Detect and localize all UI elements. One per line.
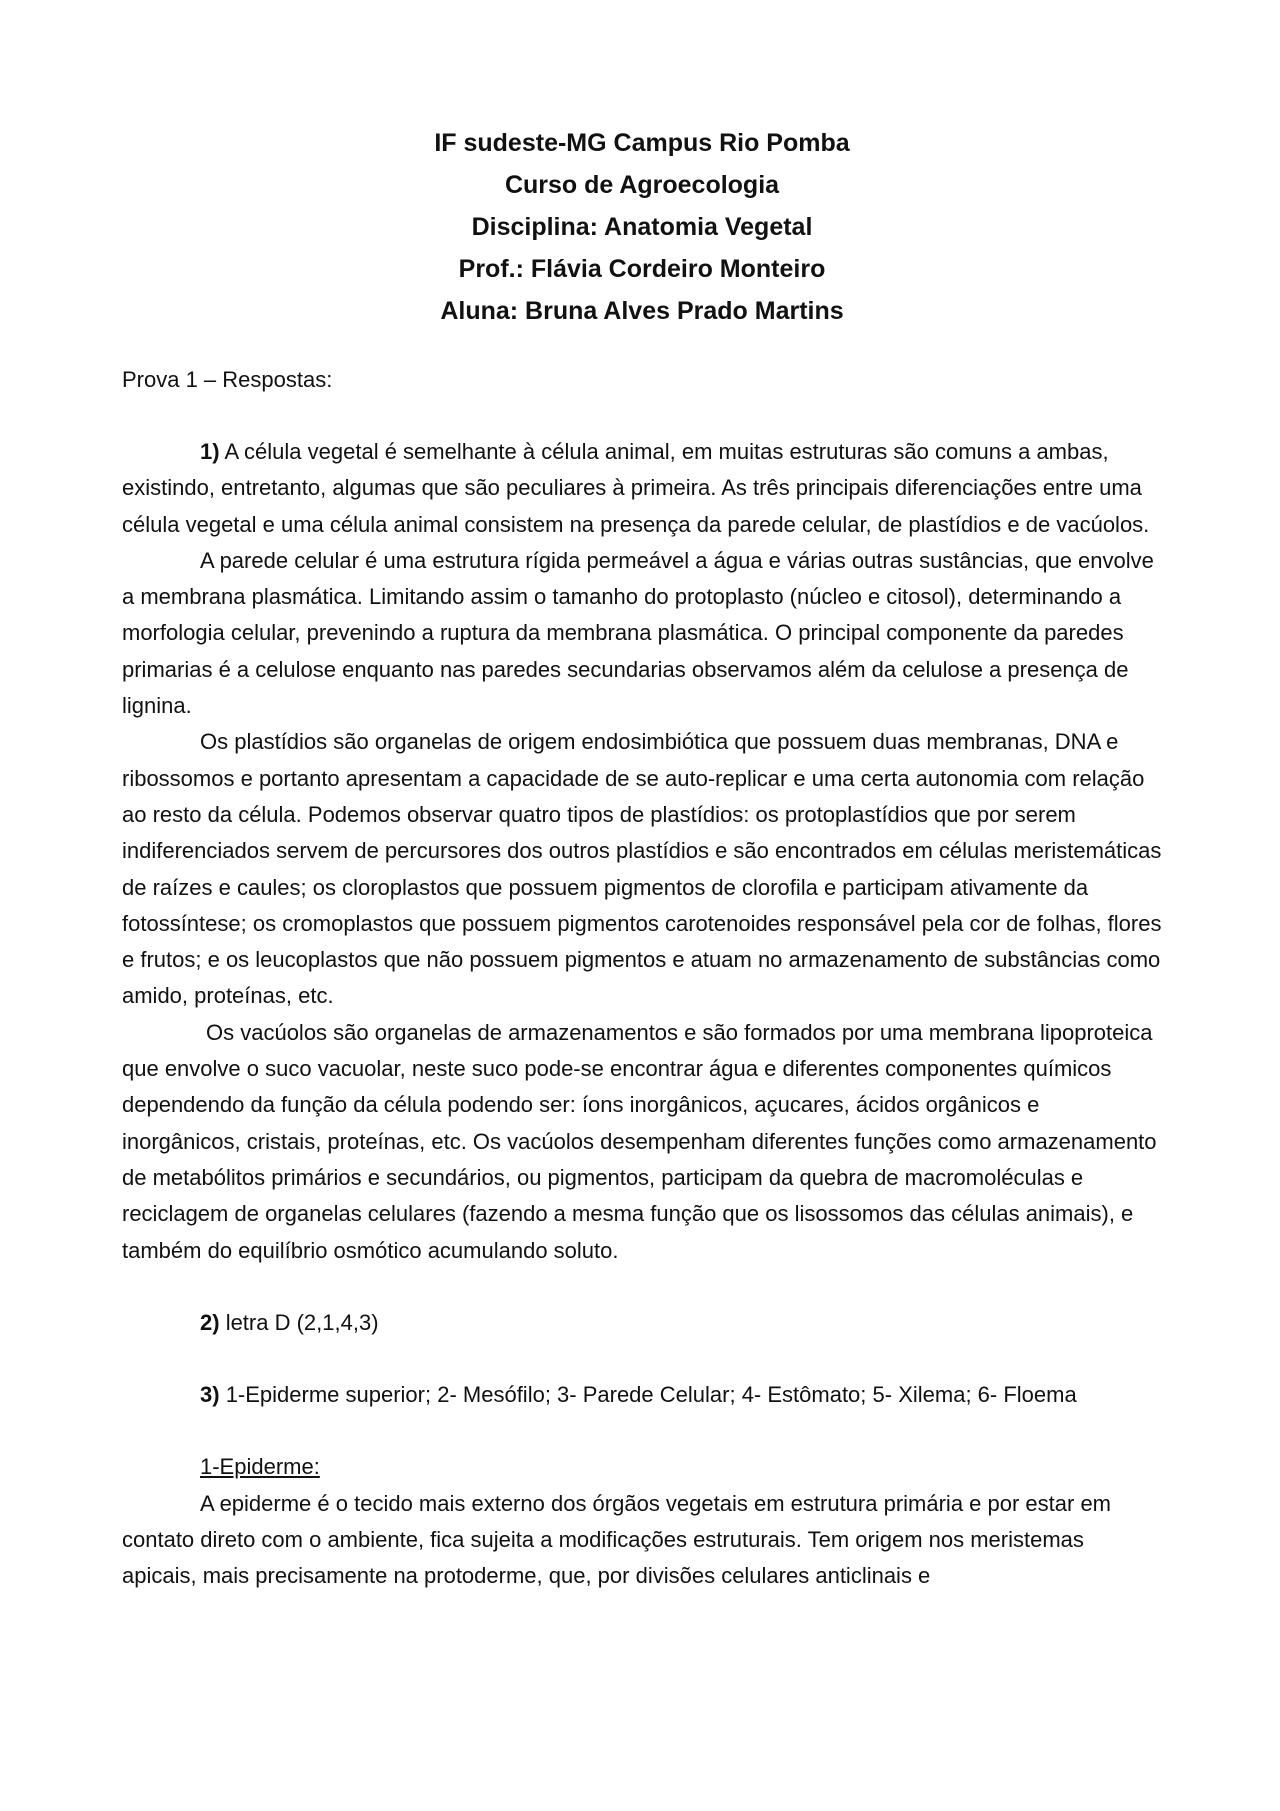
epiderme-heading: 1-Epiderme:	[200, 1454, 320, 1480]
exam-subtitle: Prova 1 – Respostas:	[122, 367, 333, 392]
q2-paragraph	[122, 1305, 1162, 1341]
q1-paragraph-2: A parede celular é uma estrutura rígida permeável a água e várias outras sustâncias, que envolve a membrana plasmática. Limitando assim o tamanho do protoplasto (núcleo e citosol), determinando a morfologia celular, prevenindo a ruptura da membrana plasmática. O principal componente da paredes primarias é a celulose enquanto nas paredes secundarias observamos além da celulose a presença de lignina.	[122, 547, 1154, 719]
student-line: Aluna: Bruna Alves Prado Martins	[440, 297, 844, 325]
q2-answer: letra D (2,1,4,3)	[225, 1309, 379, 1335]
discipline-line: Disciplina: Anatomia Vegetal	[471, 213, 813, 241]
q3-paragraph	[122, 1377, 1162, 1413]
q2-number: 2)	[200, 1309, 220, 1335]
q1-text-1: A célula vegetal é semelhante à célula animal, em muitas estruturas são comuns a ambas, existindo, entretanto, algumas que são peculiares à primeira. As três principais diferenciações entre uma célula vegetal e uma célula animal consistem na presença da parede celular, de plastídios e de vacúolos.	[122, 439, 1150, 537]
spacer	[122, 1413, 1162, 1449]
document-page	[122, 122, 1162, 1595]
epiderme-paragraph: A epiderme é o tecido mais externo dos órgãos vegetais em estrutura primária e por estar em contato direto com o ambiente, fica sujeita a modificações estruturais. Tem origem nos meristemas apicais, mais precisamente na protoderme, que, por divisões celulares anticlinais e	[122, 1490, 1112, 1589]
professor-line: Prof.: Flávia Cordeiro Monteiro	[458, 255, 826, 283]
q1-paragraph-4: Os vacúolos são organelas de armazenamentos e são formados por uma membrana lipoproteica que envolve o suco vacuolar, neste suco pode-se encontrar água e diferentes componentes químicos dependendo da função da célula podendo ser: íons inorgânicos, açucares, ácidos orgânicos e inorgânicos, cristais, proteínas, etc. Os vacúolos desempenham diferentes funções como armazenamento de metabólitos primários e secundários, ou pigmentos, participam da quebra de macromoléculas e reciclagem de organelas celulares (fazendo a mesma função que os lisossomos das células animais), e também do equilíbrio osmótico acumulando soluto.	[122, 1019, 1157, 1263]
q1-paragraph-3: Os plastídios são organelas de origem endosimbiótica que possuem duas membranas, DNA e ribossomos e portanto apresentam a capacidade de se auto-replicar e uma certa autonomia com relação ao resto da célula. Podemos observar quatro tipos de plastídios: os protoplastídios que por serem indiferenciados servem de percursores dos outros plastídios e são encontrados em células meristemáticas de raízes e caules; os cloroplastos que possuem pigmentos de clorofila e participam ativamente da fotossíntese; os cromoplastos que possuem pigmentos carotenoides responsável pela cor de folhas, flores e frutos; e os leucoplastos que não possuem pigmentos e atuam no armazenamento de substâncias como amido, proteínas, etc.	[122, 729, 1162, 1009]
q3-number: 3)	[200, 1382, 220, 1408]
q1-paragraph-1	[122, 434, 1162, 543]
q1-number: 1)	[200, 439, 220, 464]
spacer	[122, 1341, 1162, 1377]
institution-line: IF sudeste-MG Campus Rio Pomba	[434, 129, 850, 157]
spacer	[122, 1269, 1162, 1305]
q3-answer: 1-Epiderme superior; 2- Mesófilo; 3- Parede Celular; 4- Estômato; 5- Xilema; 6- Floema	[225, 1382, 1077, 1408]
document-header	[122, 122, 1162, 332]
epiderme-heading-line	[122, 1449, 1162, 1485]
course-line: Curso de Agroecologia	[504, 171, 780, 199]
